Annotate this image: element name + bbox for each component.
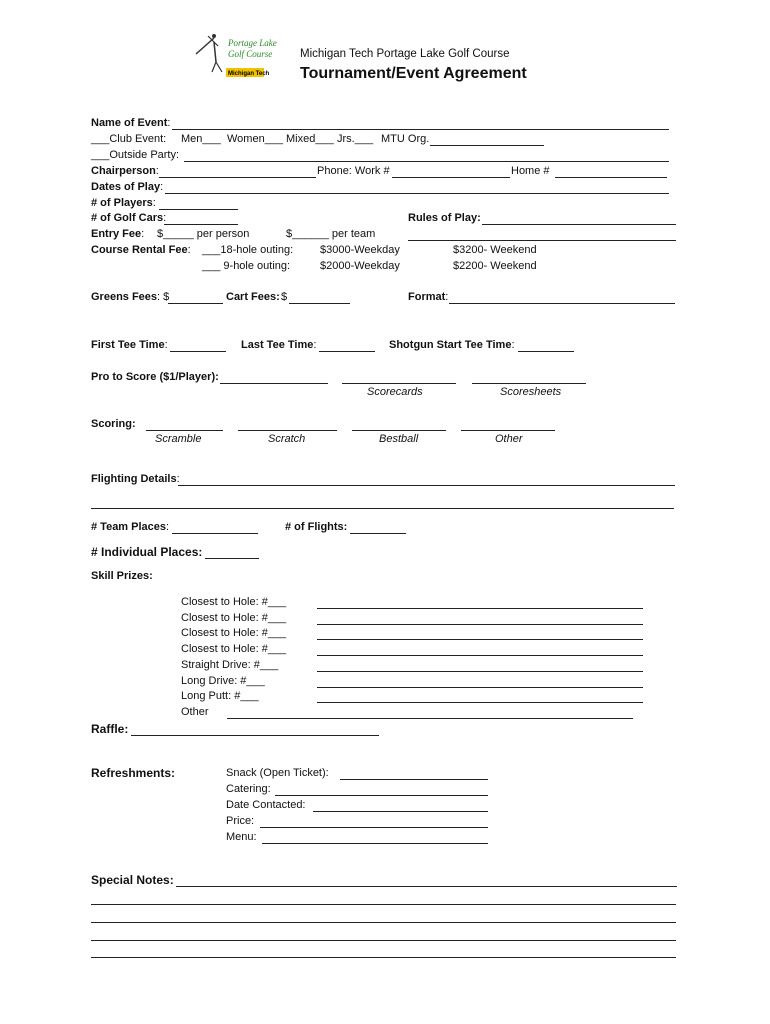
first-tee-label: First Tee Time (91, 339, 165, 351)
dates-of-play-row: Dates of Play: (91, 181, 164, 193)
format-row: Format: (408, 291, 449, 303)
scorecards-label: Scorecards (367, 386, 423, 398)
cart-fees-label: Cart Fees: (226, 291, 280, 303)
chairperson-field[interactable] (159, 177, 316, 178)
num-players-row: # of Players: (91, 197, 156, 209)
individual-places-field[interactable] (205, 558, 259, 559)
weekend-3200: $3200- Weekend (453, 244, 537, 256)
last-tee-label: Last Tee Time (241, 339, 314, 351)
prize-label: Long Drive: #___ (181, 675, 265, 687)
rules-of-play-label: Rules of Play: (408, 212, 481, 224)
dates-of-play-field[interactable] (165, 193, 669, 194)
num-flights-label: # of Flights: (285, 521, 348, 533)
shotgun-field[interactable] (518, 351, 574, 352)
course-rental-label: Course Rental Fee (91, 244, 188, 256)
outside-party-label: ___Outside Party: (91, 149, 180, 161)
weekday-2000: $2000-Weekday (320, 260, 400, 272)
prize-field[interactable] (317, 639, 643, 640)
scramble-field[interactable] (146, 430, 223, 431)
cart-fees-dollar: $ (281, 291, 288, 303)
pro-to-score-label: Pro to Score ($1/Player): (91, 371, 219, 383)
prize-label: Straight Drive: #___ (181, 659, 279, 671)
jrs-label: Jrs.___ (337, 133, 374, 145)
logo-text-2: Golf Course (228, 49, 273, 59)
name-of-event-field[interactable] (172, 129, 669, 130)
chairperson-row: Chairperson: (91, 165, 159, 177)
snack-label: Snack (Open Ticket): (226, 767, 329, 779)
per-person-field[interactable]: $_____ per person (157, 228, 250, 240)
prize-label: Closest to Hole: #___ (181, 627, 287, 639)
snack-field[interactable] (340, 779, 488, 780)
num-players-label: # of Players (91, 197, 153, 209)
menu-label: Menu: (226, 831, 257, 843)
price-field[interactable] (260, 827, 488, 828)
prize-label: Closest to Hole: #___ (181, 643, 287, 655)
flighting-row: Flighting Details: (91, 473, 180, 485)
hole18-option[interactable]: ___18-hole outing: (202, 244, 294, 256)
catering-field[interactable] (275, 795, 488, 796)
hole9-option[interactable]: ___ 9-hole outing: (202, 260, 291, 272)
skill-prizes-label: Skill Prizes: (91, 570, 153, 582)
scoresheets-label: Scoresheets (500, 386, 562, 398)
phone-work-field[interactable] (392, 177, 510, 178)
special-notes-field[interactable] (91, 904, 676, 905)
menu-field[interactable] (262, 843, 488, 844)
price-label: Price: (226, 815, 255, 827)
flighting-field[interactable] (178, 485, 675, 486)
prize-field[interactable] (317, 687, 643, 688)
name-of-event-label: Name of Event (91, 117, 168, 129)
greens-fees-row: Greens Fees: $ (91, 291, 170, 303)
special-notes-field[interactable] (91, 922, 676, 923)
outside-party-field[interactable] (184, 161, 669, 162)
last-tee-row: Last Tee Time: (241, 339, 317, 351)
scratch-label: Scratch (268, 433, 306, 445)
format-field[interactable] (449, 303, 675, 304)
individual-places-label: # Individual Places: (91, 545, 203, 559)
rules-of-play-field[interactable] (482, 224, 676, 225)
logo-text-1: Portage Lake (228, 38, 277, 48)
cart-fees-field[interactable] (289, 303, 350, 304)
special-notes-label: Special Notes: (91, 873, 174, 887)
shotgun-row: Shotgun Start Tee Time: (389, 339, 515, 351)
prize-label: Other (181, 706, 209, 718)
entry-fee-label: Entry Fee (91, 228, 142, 240)
special-notes-field[interactable] (176, 886, 677, 887)
golfer-logo-icon (192, 32, 277, 82)
prize-label: Closest to Hole: #___ (181, 612, 287, 624)
special-notes-field[interactable] (91, 940, 676, 941)
special-notes-field[interactable] (91, 957, 676, 958)
other-scoring-field[interactable] (461, 430, 555, 431)
catering-label: Catering: (226, 783, 271, 795)
page-subtitle: Michigan Tech Portage Lake Golf Course (300, 48, 510, 60)
scorecards-field[interactable] (342, 383, 456, 384)
men-label: Men___ (181, 133, 221, 145)
logo-text-3: Michigan Tech (228, 71, 270, 77)
scramble-label: Scramble (155, 433, 202, 445)
home-label: Home # (511, 165, 550, 177)
scratch-field[interactable] (238, 430, 337, 431)
flighting-field-2[interactable] (91, 508, 674, 509)
mixed-label: Mixed___ (286, 133, 334, 145)
raffle-field[interactable] (131, 735, 379, 736)
team-places-row: # Team Places: (91, 521, 170, 533)
prize-other-field[interactable] (227, 718, 633, 719)
prize-field[interactable] (317, 608, 643, 609)
refreshments-label: Refreshments: (91, 766, 176, 780)
bestball-field[interactable] (352, 430, 446, 431)
club-event-label: ___Club Event: (91, 133, 167, 145)
course-rental-row: Course Rental Fee: (91, 244, 191, 256)
home-phone-field[interactable] (555, 177, 667, 178)
golf-cars-row: # of Golf Cars: (91, 212, 167, 224)
page-title: Tournament/Event Agreement (300, 65, 527, 82)
entry-fee-row: Entry Fee: (91, 228, 145, 240)
prize-label: Closest to Hole: #___ (181, 596, 287, 608)
golf-cars-label: # of Golf Cars (91, 212, 164, 224)
first-tee-row: First Tee Time: (91, 339, 168, 351)
bestball-label: Bestball (379, 433, 419, 445)
num-players-field[interactable] (159, 209, 238, 210)
weekday-3000: $3000-Weekday (320, 244, 400, 256)
mtu-org-field[interactable] (430, 145, 544, 146)
pro-to-score-field[interactable] (220, 383, 328, 384)
date-contacted-label: Date Contacted: (226, 799, 306, 811)
weekend-2200: $2200- Weekend (453, 260, 537, 272)
mtu-org-label: MTU Org. (381, 133, 430, 145)
team-places-label: # Team Places (91, 521, 167, 533)
format-label: Format (408, 291, 446, 303)
greens-fees-field[interactable] (168, 303, 223, 304)
per-team-field[interactable]: $______ per team (286, 228, 376, 240)
shotgun-label: Shotgun Start Tee Time (389, 339, 512, 351)
prize-field[interactable] (317, 624, 643, 625)
phone-work-label: Phone: Work # (317, 165, 390, 177)
prize-field[interactable] (317, 671, 643, 672)
scoresheets-field[interactable] (472, 383, 586, 384)
prize-label: Long Putt: #___ (181, 690, 259, 702)
flighting-label: Flighting Details (91, 473, 177, 485)
num-flights-field[interactable] (350, 533, 406, 534)
other-label: Other (495, 433, 523, 445)
name-of-event-row: Name of Event: (91, 117, 171, 129)
last-tee-field[interactable] (319, 351, 375, 352)
chairperson-label: Chairperson (91, 165, 156, 177)
greens-fees-label: Greens Fees (91, 291, 158, 303)
team-places-field[interactable] (172, 533, 258, 534)
scoring-label: Scoring: (91, 418, 136, 430)
raffle-label: Raffle: (91, 722, 129, 736)
prize-field[interactable] (317, 702, 643, 703)
dates-of-play-label: Dates of Play (91, 181, 161, 193)
first-tee-field[interactable] (170, 351, 226, 352)
golf-cars-field[interactable] (164, 224, 238, 225)
rules-of-play-field-2[interactable] (408, 240, 676, 241)
women-label: Women___ (227, 133, 284, 145)
date-contacted-field[interactable] (313, 811, 488, 812)
course-logo (192, 32, 277, 82)
prize-field[interactable] (317, 655, 643, 656)
